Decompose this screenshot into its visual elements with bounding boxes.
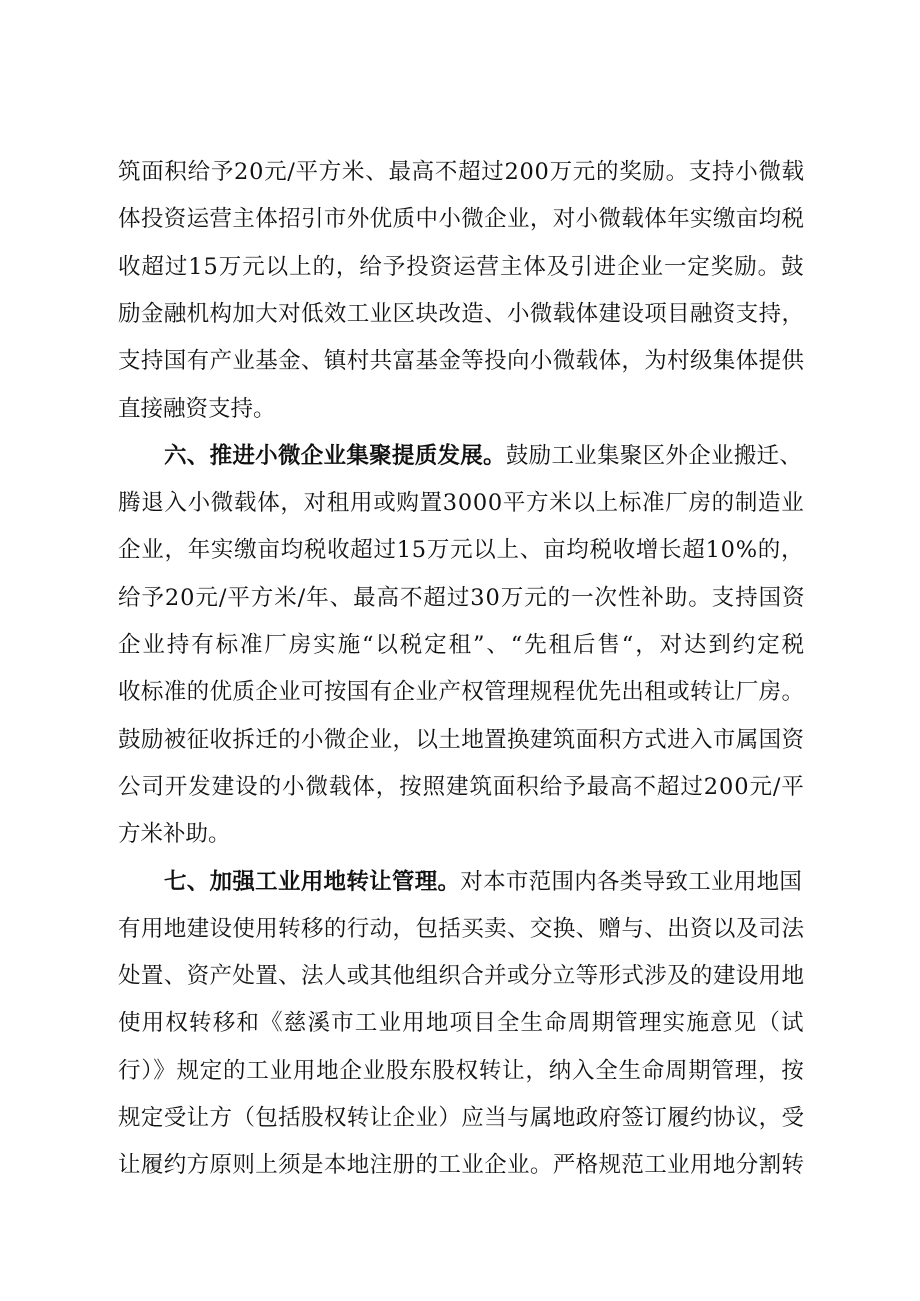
text-line: 收标准的优质企业可按国有企业产权管理规程优先出租或转让厂房。 [118,679,805,706]
text-line: 腾退入小微载体，对租用或购置3000平方米以上标准厂房的制造业 [118,490,805,517]
text-line: 筑面积给予20元/平方米、最高不超过200万元的奖励。支持小微载 [118,159,805,185]
section-six-first-line-text: 鼓励工业集聚区外企业搬迁、 [505,442,803,469]
text-line: 企业，年实缴亩均税收超过15万元以上、亩均税收增长超10%的， [118,537,805,564]
text-line: 有用地建设使用转移的行动，包括买卖、交换、赠与、出资以及司法 [118,915,805,942]
text-line: 规定受让方（包括股权转让企业）应当与属地政府签订履约协议，受 [118,1105,805,1131]
text-line: 励金融机构加大对低效工业区块改造、小微载体建设项目融资支持， [118,300,805,327]
text-line: 方米补助。 [118,821,231,848]
text-line: 支持国有产业基金、镇村共富基金等投向小微载体，为村级集体提供 [118,348,805,375]
text-line: 行）》规定的工业用地企业股东股权转让，纳入全生命周期管理，按 [118,1057,805,1084]
text-line: 使用权转移和《慈溪市工业用地项目全生命周期管理实施意见（试 [118,1010,805,1037]
text-line: 鼓励被征收拆迁的小微企业，以土地置换建筑面积方式进入市属国资 [118,726,805,753]
text-line: 企业持有标准厂房实施“以税定租”、“先租后售“，对达到约定税 [118,632,807,658]
section-six-heading: 六、推进小微企业集聚提质发展。 [164,442,506,469]
text-line: 公司开发建设的小微载体，按照建筑面积给予最高不超过200元/平 [118,773,805,800]
text-line: 处置、资产处置、法人或其他组织合并或分立等形式涉及的建设用地 [118,963,805,990]
text-line: 给予20元/平方米/年、最高不超过30万元的一次性补助。支持国资 [118,584,806,611]
text-line: 让履约方原则上须是本地注册的工业企业。严格规范工业用地分割转 [118,1152,805,1179]
text-line: 收超过15万元以上的，给予投资运营主体及引进企业一定奖励。鼓 [118,253,805,280]
text-line: 体投资运营主体招引市外优质中小微企业，对小微载体年实缴亩均税 [118,206,805,233]
section-seven-first-line-text: 对本市范围内各类导致工业用地国 [460,868,803,895]
section-seven-heading: 七、加强工业用地转让管理。 [164,868,461,895]
section-six-first-line [164,436,802,476]
text-line: 直接融资支持。 [118,395,276,422]
section-seven-first-line [164,862,802,902]
